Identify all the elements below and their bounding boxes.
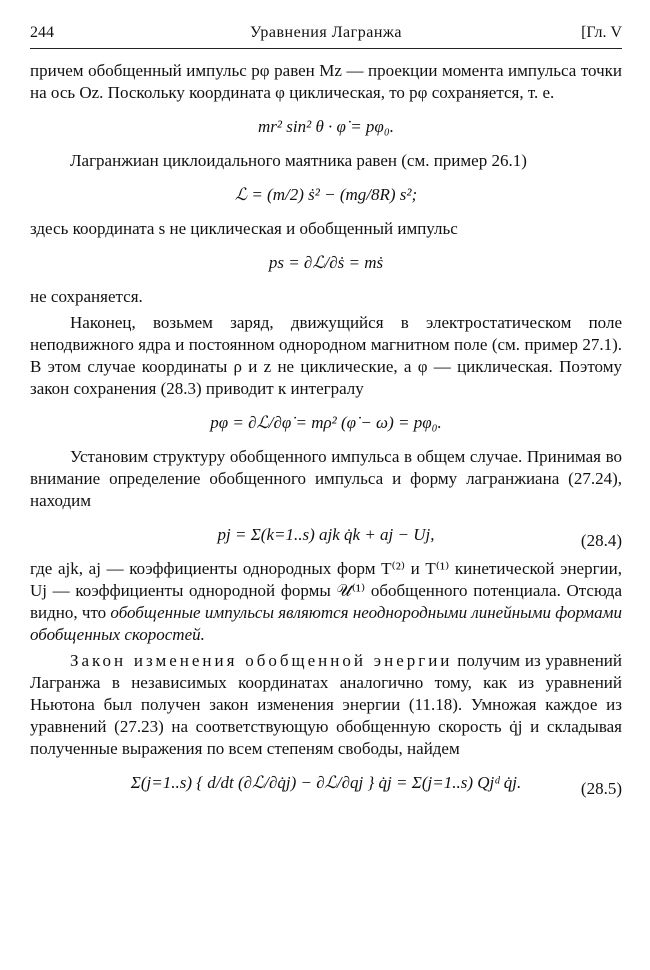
formula-4: pφ = ∂ℒ/∂φ̇ = mρ² (φ̇ − ω) = pφ₀. <box>210 413 442 432</box>
paragraph-6: Установим структуру обобщенного импульса в общем случае. Принимая во внимание определение обобщенного импульса и форму лагранжиана (27.24), находим <box>30 447 622 510</box>
formula-3: ps = ∂ℒ/∂ṡ = mṡ <box>268 253 384 272</box>
paragraph-2: Лагранжиан циклоидального маятника равен (см. пример 26.1) <box>70 151 527 170</box>
paragraph-8 <box>30 650 622 760</box>
paragraph-7-text: где ajk, aj — коэффициенты однородных форм T⁽²⁾ и T⁽¹⁾ кинетической энергии, Uj — коэффициенты однородной формы 𝒰⁽¹⁾ обобщенного потенциала. Отсюда видно, что <box>30 559 622 622</box>
equation-28-5-number: (28.5) <box>580 779 622 798</box>
paragraph-3: здесь координата s не циклическая и обобщенный импульс <box>30 219 458 238</box>
page-header <box>30 22 622 49</box>
paragraph-5: Наконец, возьмем заряд, движущийся в электростатическом поле неподвижного ядра и постоянном однородном магнитном поле (см. пример 27.1). В этом случае координаты ρ и z не циклические, а φ — циклическая. Поэтому закон сохранения (28.3) приводит к интегралу <box>30 313 622 398</box>
equation-28-4-number: (28.4) <box>580 531 622 550</box>
equation-28-5-body: Σ(j=1..s) { d/dt (∂ℒ/∂q̇j) − ∂ℒ/∂qj } q̇j = Σ(j=1..s) Qjᵈ q̇j. <box>130 773 522 792</box>
page-body <box>30 60 622 806</box>
paragraph-8-text: получим из уравнений Лагранжа в независимых координатах аналогично тому, как из уравнений Ньютона был получен закон изменения энергии (11.18). Умножая каждое из уравнений (27.23) на соответствующую обобщенную скорость q̇j и складывая полученные выражения по всем степеням свободы, найдем <box>30 651 622 758</box>
equation-28-4-body: pj = Σ(k=1..s) ajk q̇k + aj − Uj, <box>217 525 435 544</box>
equation-28-5 <box>30 772 622 798</box>
equation-28-4 <box>30 524 622 550</box>
page-number: 244 <box>30 24 54 41</box>
spaced-heading: Закон изменения обобщенной энергии <box>70 651 453 670</box>
formula-2: ℒ = (m/2) ṡ² − (mg/8R) s²; <box>234 185 418 204</box>
paragraph-4: не сохраняется. <box>30 287 143 306</box>
paragraph-7 <box>30 558 622 646</box>
formula-1: mr² sin² θ · φ̇ = pφ₀. <box>258 117 394 136</box>
chapter-label: [Гл. V <box>581 24 622 41</box>
running-title: Уравнения Лагранжа <box>249 24 403 41</box>
paragraph-1: причем обобщенный импульс pφ равен Mz — проекции момента импульса точки на ось Oz. Поскольку координата φ циклическая, то pφ сохраняется, т. е. <box>30 61 622 102</box>
paragraph-7-italic: обобщенные импульсы являются неоднородными линейными формами обобщенных скоростей. <box>30 603 622 644</box>
